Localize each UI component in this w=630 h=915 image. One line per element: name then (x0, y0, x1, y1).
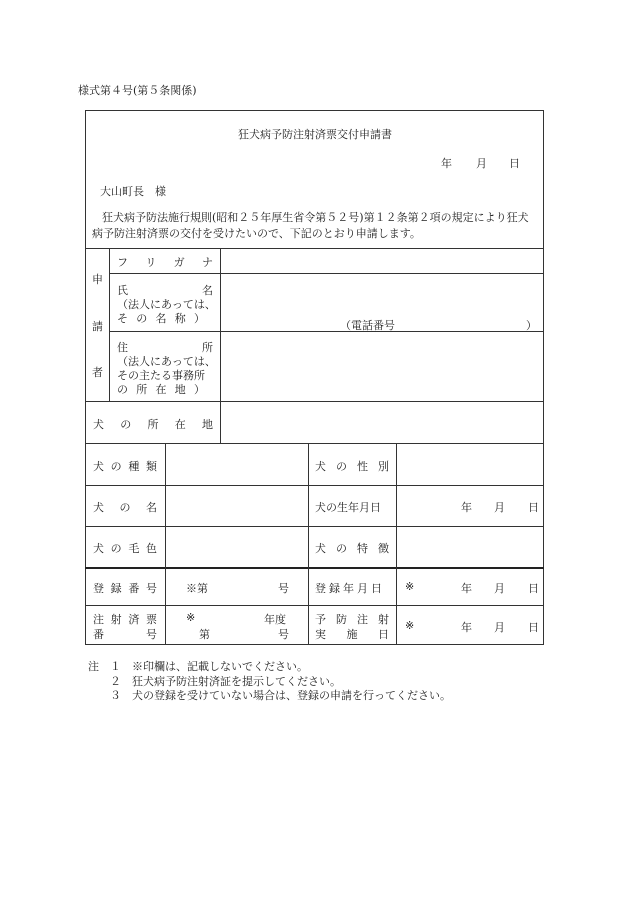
inj-year: 年 (461, 621, 472, 634)
breed-char: 犬 (93, 460, 104, 473)
phone-label: （電話番号 (340, 319, 395, 332)
rule-label-col (220, 248, 221, 443)
furigana-char: フ (117, 256, 128, 269)
inj-date-label-2 (315, 626, 389, 642)
sex-char: 性 (357, 460, 368, 473)
injdate-char: 防 (336, 613, 347, 626)
note-item (88, 689, 451, 704)
application-statement: 狂犬病予防法施行規則(昭和２５年厚生省令第５２号)第１２条第２項の規定により狂犬病予防注射済票の交付を受けたいので、下記のとおり申請します。 (92, 211, 529, 240)
injdate-char: 施 (346, 628, 358, 641)
notes-label: 注 (88, 660, 99, 673)
dog-location-char: 犬 (93, 418, 104, 431)
form-number: 様式第４号(第５条関係) (78, 84, 197, 97)
features-char: 犬 (315, 542, 326, 555)
rule-dogname (85, 526, 544, 527)
applicant-label-2: 請 (92, 320, 103, 333)
coat-char: 毛 (128, 542, 140, 555)
note-number: ２ (110, 674, 121, 688)
phone-close: ） (526, 319, 537, 332)
furigana-char: ナ (201, 256, 213, 269)
injno-char: 射 (110, 613, 122, 626)
injdate-char: 実 (315, 628, 326, 641)
rule-location (85, 443, 544, 444)
note-text: ※印欄は、記載しないでください。 (132, 660, 308, 673)
form-title: 狂犬病予防注射済票交付申請書 (238, 128, 392, 141)
injno-char: 番 (93, 628, 104, 641)
reg-day: 日 (528, 582, 539, 595)
breed-char: の (110, 460, 122, 473)
injdate-char: 予 (315, 613, 326, 626)
note-number: ３ (110, 689, 121, 702)
inj-number-prefix: 第 (199, 628, 210, 641)
inj-number-suffix: 号 (278, 628, 289, 641)
note-text: 狂犬病予防注射済証を提示してください。 (132, 674, 341, 688)
reg-date-mark: ※ (405, 580, 415, 593)
address-char: 所 (202, 341, 213, 354)
dog-breed-label (93, 458, 157, 474)
name-char: 氏 (117, 284, 128, 297)
injdate-char: 射 (378, 613, 389, 626)
reg-number-label (93, 580, 157, 596)
rule-dog-label-right (396, 443, 397, 645)
notes (88, 660, 451, 704)
rule-dog-label-left (165, 443, 166, 645)
injno-char: 済 (128, 613, 140, 626)
rule-applicant-bottom (85, 401, 544, 402)
features-char: 徴 (378, 542, 389, 555)
inj-date-mark: ※ (405, 619, 415, 632)
inj-number-label-2 (93, 626, 157, 642)
dog-birthdate-label: 犬の生年月日 (315, 501, 381, 514)
dog-location-label (93, 416, 213, 432)
features-char: 特 (357, 542, 368, 555)
injdate-char: 注 (357, 613, 368, 626)
note-number: １ (110, 660, 121, 673)
date-day: 日 (509, 157, 520, 170)
name-title-char: そ (117, 312, 128, 325)
address-loc-char: の (117, 383, 128, 396)
dog-features-label (315, 540, 389, 556)
date-month: 月 (476, 157, 487, 170)
dog-location-char: 地 (202, 418, 213, 431)
reg-date-label: 登録年月日 (315, 582, 385, 595)
inj-day: 日 (528, 621, 539, 634)
furigana-char: ガ (173, 256, 185, 269)
dog-location-char: 在 (174, 418, 186, 431)
note-item (88, 675, 451, 690)
reg-month: 月 (494, 582, 505, 595)
injno-char: 票 (145, 613, 157, 626)
dog-sex-label (315, 458, 389, 474)
address-loc-char: ） (194, 383, 205, 396)
dogname-char: の (119, 501, 131, 514)
name-label-corp: （法人にあっては、 (117, 298, 216, 311)
regno-char: 号 (145, 582, 157, 595)
sex-char: の (336, 460, 347, 473)
sex-char: 別 (378, 460, 389, 473)
regno-char: 番 (128, 582, 140, 595)
birth-day: 日 (528, 501, 539, 514)
dogname-char: 名 (146, 501, 157, 514)
applicant-label-3: 者 (92, 366, 103, 379)
address-loc-char: 地 (174, 383, 186, 396)
coat-char: 色 (145, 542, 157, 555)
address-label-location (117, 381, 205, 397)
name-char: 名 (202, 284, 213, 297)
name-label-title (117, 310, 205, 326)
coat-char: 犬 (93, 542, 104, 555)
dog-name-label (93, 499, 157, 515)
inj-number-label-1 (93, 611, 157, 627)
address-label-corp: （法人にあっては、 (117, 355, 216, 368)
regno-char: 登 (93, 582, 104, 595)
address-label-office: その主たる事務所 (117, 369, 205, 382)
inj-fiscal-year: 年度 (264, 613, 286, 626)
furigana-label (117, 254, 213, 270)
address-loc-char: 在 (155, 383, 167, 396)
injdate-char: 日 (378, 628, 389, 641)
rule-registry (85, 605, 544, 606)
inj-number-mark: ※ (186, 611, 196, 624)
inj-date-label-1 (315, 611, 389, 627)
features-char: の (336, 542, 347, 555)
injno-char: 号 (146, 628, 157, 641)
breed-char: 種 (128, 460, 140, 473)
name-title-char: 称 (174, 312, 186, 325)
birth-year: 年 (461, 501, 472, 514)
rule-coat (85, 567, 544, 569)
name-title-char: 名 (155, 312, 167, 325)
dog-location-char: 所 (147, 418, 159, 431)
injno-char: 注 (93, 613, 104, 626)
reg-number-mark: ※第 (186, 582, 208, 595)
dog-coat-label (93, 540, 157, 556)
birth-month: 月 (494, 501, 505, 514)
rule-dog-mid (308, 443, 309, 645)
addressee: 大山町長 様 (100, 185, 166, 198)
rule-breed (85, 485, 544, 486)
reg-year: 年 (461, 582, 472, 595)
note-text: 犬の登録を受けていない場合は、登録の申請を行ってください。 (132, 689, 451, 702)
date-year: 年 (441, 157, 452, 170)
regno-char: 録 (110, 582, 122, 595)
name-title-char: の (136, 312, 148, 325)
address-loc-char: 所 (136, 383, 148, 396)
applicant-label-1: 申 (92, 273, 103, 286)
inj-month: 月 (494, 621, 505, 634)
reg-number-suffix: 号 (278, 582, 289, 595)
address-char: 住 (117, 341, 128, 354)
furigana-char: リ (145, 256, 157, 269)
dogname-char: 犬 (93, 501, 104, 514)
dog-location-char: の (120, 418, 132, 431)
note-item (88, 660, 451, 675)
breed-char: 類 (145, 460, 157, 473)
rule-applicant-top (85, 248, 544, 249)
sex-char: 犬 (315, 460, 326, 473)
name-title-char: ） (194, 312, 205, 325)
coat-char: の (110, 542, 122, 555)
rule-name (109, 331, 544, 332)
rule-furigana (109, 273, 544, 274)
rule-side-label (109, 248, 110, 401)
